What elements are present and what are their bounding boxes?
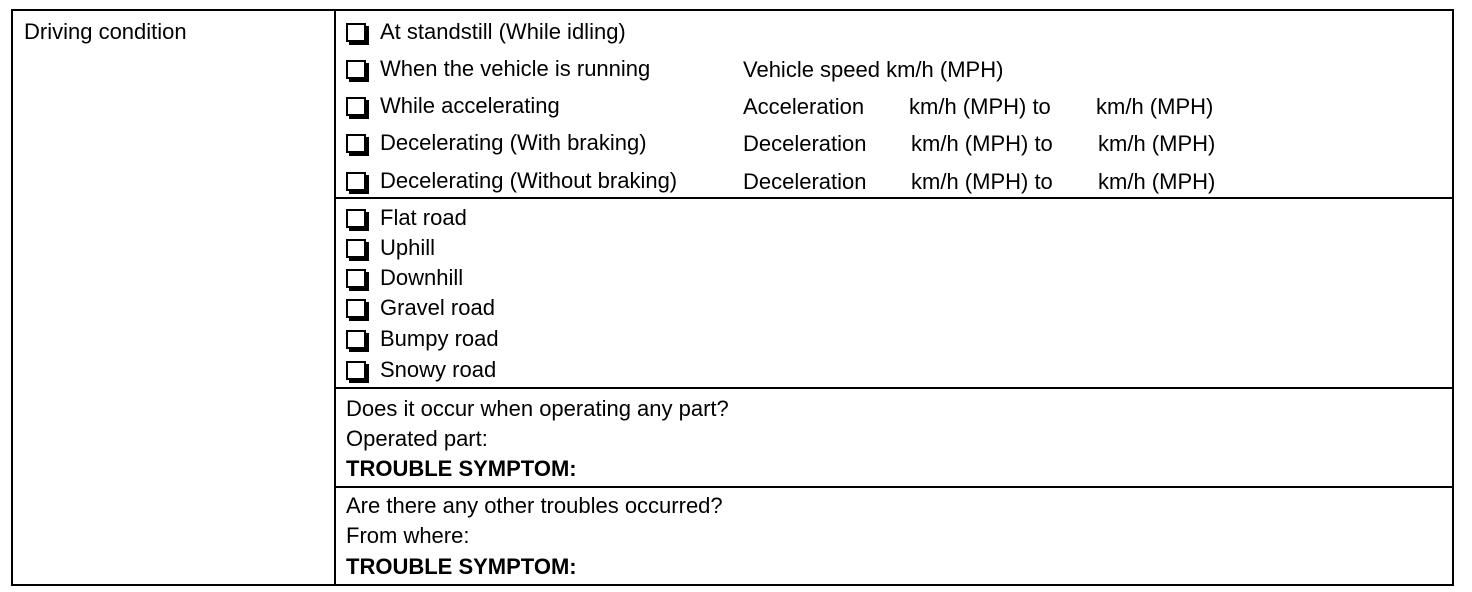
option-label: Decelerating (With braking): [380, 130, 647, 155]
operated-part-field: Operated part:: [346, 426, 488, 451]
checkbox-accelerating[interactable]: [346, 97, 366, 116]
option-row: [346, 163, 677, 199]
label-column: [13, 11, 336, 584]
option-row: [346, 293, 495, 323]
deceleration-label: Deceleration: [743, 169, 867, 194]
option-row: [346, 14, 626, 50]
checkbox-gravel-road[interactable]: [346, 299, 366, 318]
option-label: Bumpy road: [380, 326, 499, 351]
checkbox-decel-braking[interactable]: [346, 134, 366, 153]
option-label: Uphill: [380, 235, 436, 260]
option-row: [346, 125, 647, 161]
option-row: [346, 324, 499, 354]
acceleration-to: km/h (MPH): [1096, 94, 1214, 119]
vehicle-state-section: [336, 11, 1452, 199]
option-label: Downhill: [380, 265, 464, 290]
other-troubles-question: Are there any other troubles occurred?: [346, 493, 723, 518]
deceleration-from: km/h (MPH) to: [911, 131, 1053, 156]
trouble-symptom-label: TROUBLE SYMPTOM:: [346, 554, 577, 579]
checkbox-standstill[interactable]: [346, 23, 366, 42]
option-label: Decelerating (Without braking): [380, 168, 678, 193]
deceleration-label: Deceleration: [743, 131, 867, 156]
option-row: [346, 355, 496, 385]
options-column: [336, 11, 1452, 584]
from-where-field: From where:: [346, 523, 470, 548]
trouble-symptom-label: TROUBLE SYMPTOM:: [346, 456, 577, 481]
checkbox-decel-no-braking[interactable]: [346, 172, 366, 191]
option-row: [346, 233, 435, 263]
option-row: [346, 263, 463, 293]
operated-part-question: Does it occur when operating any part?: [346, 396, 729, 421]
option-row: [346, 51, 650, 87]
acceleration-from: km/h (MPH) to: [909, 94, 1051, 119]
option-label: At standstill (While idling): [380, 19, 626, 44]
option-label: While accelerating: [380, 93, 560, 118]
option-row: [346, 88, 560, 124]
deceleration-from: km/h (MPH) to: [911, 169, 1053, 194]
option-label: Snowy road: [380, 357, 497, 382]
vehicle-speed-label: Vehicle speed km/h (MPH): [743, 57, 1004, 82]
option-label: Flat road: [380, 205, 467, 230]
option-label: When the vehicle is running: [380, 56, 651, 81]
road-type-section: [336, 199, 1452, 389]
checkbox-running[interactable]: [346, 60, 366, 79]
driving-condition-label: Driving condition: [24, 19, 187, 44]
option-row: [346, 203, 467, 233]
deceleration-to: km/h (MPH): [1098, 131, 1216, 156]
deceleration-to: km/h (MPH): [1098, 169, 1216, 194]
acceleration-label: Acceleration: [743, 94, 865, 119]
driving-condition-form: [11, 9, 1454, 586]
checkbox-snowy-road[interactable]: [346, 361, 366, 380]
option-label: Gravel road: [380, 295, 495, 320]
other-troubles-section: [336, 488, 1452, 584]
checkbox-bumpy-road[interactable]: [346, 330, 366, 349]
checkbox-flat-road[interactable]: [346, 209, 366, 228]
operated-part-section: [336, 389, 1452, 488]
checkbox-uphill[interactable]: [346, 239, 366, 258]
checkbox-downhill[interactable]: [346, 269, 366, 288]
